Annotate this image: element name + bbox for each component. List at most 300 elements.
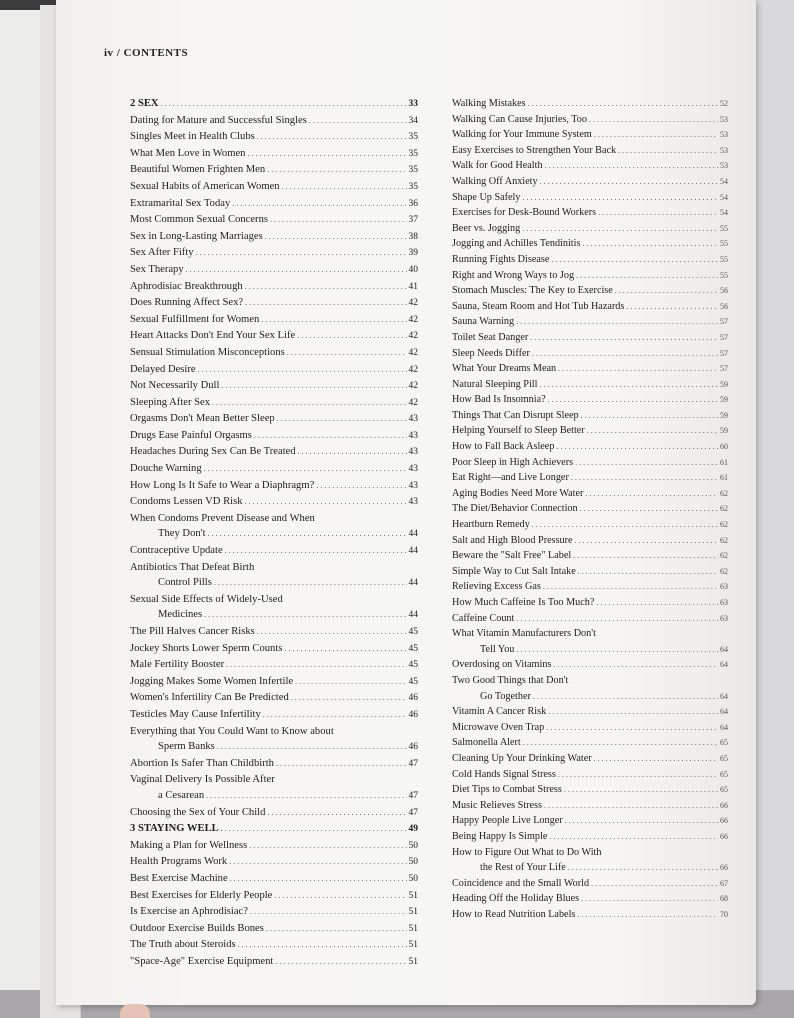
toc-entry — [130, 494, 418, 511]
toc-entry-title: Diet Tips to Combat Stress — [452, 784, 562, 796]
toc-entry-page: 55 — [720, 254, 728, 264]
toc-entry — [130, 871, 418, 888]
toc-entry-title: How Long Is It Safe to Wear a Diaphragm? — [130, 479, 315, 491]
toc-left-column — [130, 96, 418, 970]
toc-entry-title: Being Happy Is Simple — [452, 830, 548, 842]
toc-entry-title: Caffeine Count — [452, 612, 515, 624]
dot-leader — [277, 411, 407, 427]
toc-entry-title: Most Common Sexual Concerns — [130, 214, 269, 226]
toc-entry-page: 54 — [720, 176, 728, 186]
toc-entry-page: 62 — [720, 504, 728, 514]
toc-entry-title: Women's Infertility Can Be Predicted — [130, 692, 289, 704]
toc-entry — [452, 96, 728, 112]
toc-entry — [130, 707, 418, 724]
dot-leader — [291, 690, 407, 706]
toc-entry — [452, 455, 728, 471]
toc-entry-page: 50 — [408, 840, 418, 851]
toc-chapter-entry — [130, 96, 418, 113]
toc-entry-page: 44 — [408, 546, 418, 557]
toc-entry-page: 59 — [720, 410, 728, 420]
toc-entry-title: Best Exercises for Elderly People — [130, 889, 273, 901]
toc-entry-page: 63 — [720, 613, 728, 623]
toc-entry — [452, 236, 728, 252]
toc-entry-page: 51 — [408, 923, 418, 934]
toc-entry-title: Cleaning Up Your Drinking Water — [452, 752, 592, 764]
toc-entry — [130, 279, 418, 296]
toc-entry-page: 66 — [720, 863, 728, 873]
toc-entry — [130, 624, 418, 641]
dot-leader — [196, 245, 407, 261]
dot-leader — [580, 501, 718, 517]
dot-leader — [539, 377, 718, 393]
toc-entry-page: 65 — [720, 769, 728, 779]
toc-entry — [130, 113, 418, 130]
dot-leader — [198, 362, 407, 378]
toc-entry-page: 56 — [720, 286, 728, 296]
toc-entry-title: Two Good Things that Don't — [452, 674, 569, 686]
dot-leader — [267, 805, 406, 821]
toc-entry-title: The Diet/Behavior Connection — [452, 503, 578, 515]
toc-entry-title: Walking Off Anxiety — [452, 175, 538, 187]
dot-leader — [265, 229, 407, 245]
dot-leader — [186, 262, 407, 278]
dot-leader — [249, 838, 406, 854]
dot-leader — [297, 328, 406, 344]
dot-leader — [578, 564, 718, 580]
toc-entry-title: Walking Mistakes — [452, 98, 526, 109]
toc-entry-page: 44 — [408, 529, 418, 540]
toc-entry — [452, 470, 728, 486]
toc-entry-title: Overdosing on Vitamins — [452, 659, 552, 671]
toc-entry-page: 53 — [720, 114, 728, 124]
toc-entry-title: How to Read Nutrition Labels — [452, 908, 576, 920]
toc-entry — [130, 937, 418, 954]
toc-entry-title: Aging Bodies Need More Water — [452, 487, 584, 499]
toc-entry — [452, 392, 728, 408]
toc-entry-page: 33 — [408, 99, 418, 109]
toc-entry-title: "Space-Age" Exercise Equipment — [130, 955, 274, 967]
toc-entry — [130, 162, 418, 179]
dot-leader — [225, 543, 407, 559]
toc-entry-title: Abortion Is Safer Than Childbirth — [130, 757, 274, 769]
toc-entry-title: Everything that You Could Want to Know about — [130, 725, 334, 737]
dot-leader — [533, 689, 718, 705]
toc-entry-page: 55 — [720, 239, 728, 249]
toc-entry-page: 62 — [720, 488, 728, 498]
toc-entry — [452, 299, 728, 315]
toc-entry-title: Jogging Makes Some Women Infertile — [130, 675, 294, 687]
toc-entry-title: 3 STAYING WELL — [130, 823, 219, 835]
toc-entry-title: What Men Love in Women — [130, 147, 246, 159]
toc-entry — [130, 575, 418, 592]
dot-leader — [571, 470, 718, 486]
toc-entry — [130, 854, 418, 871]
toc-entry-page: 43 — [408, 464, 418, 475]
dot-leader — [274, 888, 406, 904]
toc-entry-page: 57 — [720, 317, 728, 327]
toc-entry-page: 62 — [720, 535, 728, 545]
toc-entry-title: Jogging and Achilles Tendinitis — [452, 238, 581, 250]
dot-leader — [558, 361, 718, 377]
dot-leader — [548, 704, 718, 720]
dot-leader — [238, 937, 407, 953]
toc-entry — [452, 252, 728, 268]
toc-entry-page: 52 — [720, 99, 728, 108]
toc-entry-page: 45 — [408, 643, 418, 654]
toc-entry-title: Best Exercise Machine — [130, 872, 228, 884]
toc-entry-title: Cold Hands Signal Stress — [452, 768, 556, 780]
toc-entry — [130, 788, 418, 805]
toc-entry-title: Singles Meet in Health Clubs — [130, 131, 255, 143]
dot-leader — [263, 707, 407, 723]
toc-entry — [452, 564, 728, 580]
dot-leader — [226, 657, 406, 673]
toc-entry-page: 44 — [408, 578, 418, 589]
toc-entry-title: What Vitamin Manufacturers Don't — [452, 628, 596, 640]
dot-leader — [544, 798, 718, 814]
dot-leader — [522, 190, 718, 206]
toc-entry-page: 43 — [408, 480, 418, 491]
toc-entry-title: Sleeping After Sex — [130, 396, 211, 408]
toc-entry — [130, 461, 418, 478]
toc-entry — [452, 876, 728, 892]
toc-entry-page: 36 — [408, 198, 418, 209]
toc-entry-page: 37 — [408, 215, 418, 226]
dot-leader — [287, 345, 407, 361]
toc-entry — [130, 805, 418, 822]
dot-leader — [582, 236, 718, 252]
toc-entry-page: 66 — [720, 831, 728, 841]
toc-entry-page: 47 — [408, 807, 418, 818]
dot-leader — [626, 299, 718, 315]
toc-entry — [452, 673, 728, 689]
toc-entry-title: Beer vs. Jogging — [452, 222, 521, 234]
toc-entry-page: 53 — [720, 130, 728, 140]
toc-entry — [130, 954, 418, 971]
toc-entry-page: 50 — [408, 857, 418, 868]
toc-entry-title: Sexual Fulfillment for Women — [130, 313, 260, 325]
toc-entry — [452, 190, 728, 206]
toc-chapter-entry — [130, 821, 418, 838]
toc-entry — [130, 838, 418, 855]
dot-leader — [250, 904, 407, 920]
toc-entry-page: 64 — [720, 644, 728, 654]
toc-entry-page: 42 — [408, 314, 418, 325]
toc-entry-page: 54 — [720, 208, 728, 218]
dot-leader — [245, 279, 407, 295]
toc-entry — [130, 328, 418, 345]
toc-entry — [130, 674, 418, 691]
toc-entry — [452, 143, 728, 159]
toc-entry-page: 53 — [720, 161, 728, 171]
dot-leader — [587, 423, 718, 439]
toc-entry-title: Sensual Stimulation Misconceptions — [130, 346, 285, 358]
toc-entry-title: Condoms Lessen VD Risk — [130, 496, 243, 508]
toc-entry — [130, 212, 418, 229]
toc-entry-title: Dating for Mature and Successful Singles — [130, 114, 307, 126]
toc-entry — [452, 798, 728, 814]
toc-entry — [130, 444, 418, 461]
toc-entry — [130, 560, 418, 576]
dot-leader — [577, 907, 718, 923]
toc-entry-page: 34 — [408, 115, 418, 126]
toc-entry-page: 47 — [408, 758, 418, 769]
toc-entry — [452, 767, 728, 783]
toc-entry — [452, 127, 728, 143]
toc-entry — [130, 196, 418, 213]
toc-entry-page: 42 — [408, 298, 418, 309]
toc-entry-title: Sleep Needs Differ — [452, 347, 530, 359]
toc-entry — [130, 411, 418, 428]
dot-leader — [596, 595, 718, 611]
toc-entry-page: 55 — [720, 223, 728, 233]
toc-entry-title: Vaginal Delivery Is Possible After — [130, 774, 275, 786]
toc-entry — [452, 501, 728, 517]
dot-leader — [548, 392, 718, 408]
dot-leader — [516, 611, 718, 627]
toc-entry — [452, 595, 728, 611]
toc-entry — [452, 423, 728, 439]
toc-entry-title: Sexual Habits of American Women — [130, 180, 280, 192]
dot-leader — [298, 444, 407, 460]
dot-leader — [232, 196, 406, 212]
toc-entry-page: 59 — [720, 395, 728, 405]
toc-entry-title: 2 SEX — [130, 98, 159, 109]
dot-leader — [575, 533, 718, 549]
toc-entry — [452, 829, 728, 845]
toc-entry — [130, 592, 418, 608]
dot-leader — [558, 767, 718, 783]
toc-entry-page: 57 — [720, 364, 728, 374]
toc-entry-page: 62 — [720, 551, 728, 561]
toc-entry-page: 43 — [408, 430, 418, 441]
toc-entry — [130, 511, 418, 527]
toc-entry-page: 49 — [408, 824, 418, 835]
toc-entry-title: Go Together — [480, 690, 531, 702]
toc-entry-page: 43 — [408, 447, 418, 458]
toc-entry-page: 38 — [408, 231, 418, 242]
toc-entry — [452, 314, 728, 330]
dot-leader — [230, 871, 407, 887]
toc-entry — [130, 345, 418, 362]
toc-entry-page: 59 — [720, 379, 728, 389]
toc-entry-title: Heading Off the Holiday Blues — [452, 893, 580, 905]
toc-entry-page: 65 — [720, 738, 728, 748]
toc-entry-page: 42 — [408, 381, 418, 392]
toc-entry — [452, 579, 728, 595]
toc-entry — [130, 179, 418, 196]
toc-entry-title: Does Running Affect Sex? — [130, 297, 244, 309]
running-head: iv / CONTENTS — [104, 47, 189, 59]
toc-entry-title: Salmonella Alert — [452, 737, 521, 749]
toc-entry-title: the Rest of Your Life — [480, 862, 566, 874]
toc-entry-page: 43 — [408, 414, 418, 425]
toc-entry-page: 51 — [408, 890, 418, 901]
dot-leader — [245, 295, 406, 311]
dot-leader — [598, 205, 718, 221]
toc-entry-page: 35 — [408, 165, 418, 176]
toc-entry — [452, 657, 728, 673]
toc-entry-title: Not Necessarily Dull — [130, 380, 220, 392]
toc-entry — [130, 724, 418, 740]
dot-leader — [309, 113, 407, 129]
toc-entry — [452, 377, 728, 393]
dot-leader — [217, 739, 407, 755]
toc-entry-title: Beautiful Women Frighten Men — [130, 164, 266, 176]
toc-entry — [130, 262, 418, 279]
toc-entry-page: 54 — [720, 192, 728, 202]
toc-entry-title: How Bad Is Insomnia? — [452, 394, 546, 406]
toc-entry — [130, 543, 418, 560]
toc-entry — [452, 361, 728, 377]
dot-leader — [556, 439, 718, 455]
toc-entry — [130, 428, 418, 445]
toc-entry-title: Contraceptive Update — [130, 545, 223, 557]
toc-entry-page: 43 — [408, 497, 418, 508]
toc-entry — [452, 704, 728, 720]
toc-entry-title: Drugs Ease Painful Orgasms — [130, 429, 252, 441]
toc-entry — [130, 756, 418, 773]
toc-entry — [130, 245, 418, 262]
dot-leader — [568, 860, 718, 876]
toc-entry — [452, 891, 728, 907]
dot-leader — [295, 674, 406, 690]
dot-leader — [575, 455, 718, 471]
toc-entry-title: Male Fertility Booster — [130, 659, 225, 671]
toc-entry-title: Is Exercise an Aphrodisiac? — [130, 906, 248, 918]
toc-entry-page: 66 — [720, 800, 728, 810]
toc-entry — [452, 158, 728, 174]
dot-leader — [532, 346, 718, 362]
toc-entry-title: Sauna Warning — [452, 316, 515, 328]
dot-leader — [615, 283, 718, 299]
toc-entry-title: Toilet Seat Danger — [452, 331, 529, 343]
toc-entry-page: 35 — [408, 132, 418, 143]
toc-entry — [452, 642, 728, 658]
dot-leader — [257, 129, 407, 145]
dot-leader — [204, 607, 406, 623]
dot-leader — [266, 921, 407, 937]
dot-leader — [275, 954, 406, 970]
dot-leader — [316, 478, 406, 494]
toc-entry-title: Happy People Live Longer — [452, 815, 563, 827]
dot-leader — [573, 548, 718, 564]
toc-entry-page: 46 — [408, 742, 418, 753]
toc-entry — [130, 690, 418, 707]
dot-leader — [540, 174, 718, 190]
toc-entry-title: How to Fall Back Asleep — [452, 441, 555, 453]
toc-entry-page: 67 — [720, 878, 728, 888]
dot-leader — [585, 486, 718, 502]
dot-leader — [276, 756, 407, 772]
dot-leader — [254, 428, 407, 444]
toc-entry — [452, 174, 728, 190]
toc-entry-title: Sperm Banks — [158, 741, 215, 753]
toc-entry-page: 55 — [720, 270, 728, 280]
dot-leader — [549, 829, 718, 845]
toc-entry-page: 57 — [720, 348, 728, 358]
dot-leader — [261, 312, 406, 328]
toc-entry-page: 45 — [408, 660, 418, 671]
toc-entry-title: Health Programs Work — [130, 856, 228, 868]
toc-entry-title: Headaches During Sex Can Be Treated — [130, 446, 296, 458]
toc-entry-title: The Truth about Steroids — [130, 939, 236, 951]
toc-entry — [452, 782, 728, 798]
dot-leader — [530, 330, 718, 346]
toc-entry-page: 45 — [408, 676, 418, 687]
toc-entry — [130, 904, 418, 921]
dot-leader — [532, 517, 718, 533]
dot-leader — [545, 158, 718, 174]
toc-entry-title: Sex in Long-Lasting Marriages — [130, 230, 263, 242]
toc-entry-title: Vitamin A Cancer Risk — [452, 706, 547, 718]
toc-entry-page: 60 — [720, 442, 728, 452]
dot-leader — [282, 179, 407, 195]
toc-entry — [130, 312, 418, 329]
toc-entry-title: Orgasms Don't Mean Better Sleep — [130, 413, 275, 425]
dot-leader — [284, 641, 406, 657]
toc-entry-page: 46 — [408, 693, 418, 704]
dot-leader — [206, 788, 406, 804]
toc-entry — [452, 205, 728, 221]
dot-leader — [594, 127, 718, 143]
toc-entry-title: How Much Caffeine Is Too Much? — [452, 597, 595, 608]
toc-entry-page: 62 — [720, 520, 728, 530]
toc-entry-title: What Your Dreams Mean — [452, 363, 557, 375]
toc-entry-title: Heart Attacks Don't End Your Sex Life — [130, 330, 296, 342]
dot-leader — [523, 735, 718, 751]
toc-entry — [452, 221, 728, 237]
toc-entry-title: Making a Plan for Wellness — [130, 839, 248, 851]
toc-entry-page: 51 — [408, 940, 418, 951]
toc-entry — [452, 268, 728, 284]
toc-entry-title: Simple Way to Cut Salt Intake — [452, 565, 576, 577]
dot-leader — [589, 112, 718, 128]
toc-entry — [130, 378, 418, 395]
toc-entry-page: 64 — [720, 707, 728, 717]
toc-entry-page: 42 — [408, 364, 418, 375]
toc-entry-page: 57 — [720, 332, 728, 342]
toc-entry-title: a Cesarean — [158, 789, 205, 801]
toc-entry-title: Heartburn Remedy — [452, 519, 530, 531]
dot-leader — [591, 876, 718, 892]
toc-entry-page: 51 — [408, 907, 418, 918]
toc-entry — [130, 739, 418, 756]
dot-leader — [208, 526, 407, 542]
toc-entry-page: 47 — [408, 790, 418, 801]
toc-entry — [452, 751, 728, 767]
toc-entry-title: When Condoms Prevent Disease and When — [130, 512, 315, 524]
toc-entry-page: 64 — [720, 722, 728, 732]
toc-entry-page: 64 — [720, 691, 728, 701]
toc-entry-title: Medicines — [158, 609, 203, 621]
dot-leader — [516, 314, 718, 330]
toc-entry-title: Douche Warning — [130, 463, 202, 475]
toc-entry-title: Stomach Muscles: The Key to Exercise — [452, 285, 613, 297]
dot-leader — [528, 96, 718, 112]
toc-entry-title: Sauna, Steam Room and Hot Tub Hazards — [452, 300, 625, 312]
toc-entry-title: Things That Can Disrupt Sleep — [452, 409, 579, 421]
dot-leader — [522, 221, 718, 237]
toc-entry — [130, 641, 418, 658]
dot-leader — [546, 720, 718, 736]
toc-entry-title: Exercises for Desk-Bound Workers — [452, 207, 597, 219]
toc-entry-page: 46 — [408, 709, 418, 720]
toc-entry-page: 65 — [720, 785, 728, 795]
toc-entry — [452, 845, 728, 861]
toc-entry-page: 44 — [408, 610, 418, 621]
toc-entry-title: How to Figure Out What to Do With — [452, 846, 602, 858]
